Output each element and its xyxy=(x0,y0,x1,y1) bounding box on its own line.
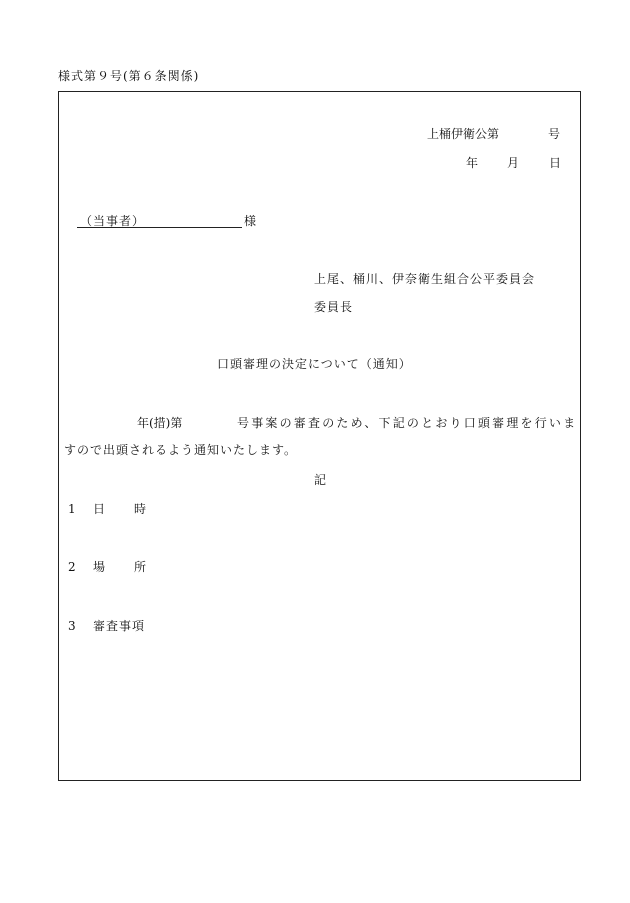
item-3-number: 3 xyxy=(68,619,76,633)
item-2-label-b: 所 xyxy=(134,560,147,574)
body-line2: すので出頭されるよう通知いたします。 xyxy=(64,443,298,457)
item-1-label-a: 日 xyxy=(93,502,106,516)
body-part2: 号事案の審査のため、下記のとおり口頭審理を行いま xyxy=(237,416,578,430)
item-2-number: 2 xyxy=(68,560,76,574)
form-frame xyxy=(58,91,581,781)
item-2-label-a: 場 xyxy=(93,560,106,574)
date-year: 年 xyxy=(466,156,479,170)
date-month: 月 xyxy=(507,156,520,170)
doc-number-prefix: 上桶伊衛公第 xyxy=(427,127,500,141)
document-title: 口頭審理の決定について（通知） xyxy=(217,357,412,371)
date-day: 日 xyxy=(549,156,562,170)
ki-heading: 記 xyxy=(314,473,327,487)
item-1-label-b: 時 xyxy=(134,502,147,516)
item-1-number: 1 xyxy=(68,502,76,516)
body-part1: 年(措)第 xyxy=(137,416,183,430)
form-label: 様式第９号(第６条関係) xyxy=(58,69,200,83)
doc-number-suffix: 号 xyxy=(548,127,561,141)
sender-title: 委員長 xyxy=(314,300,354,314)
item-3-label-a: 審査事項 xyxy=(93,619,146,633)
sender-org: 上尾、桶川、伊奈衛生組合公平委員会 xyxy=(314,272,536,286)
addressee-role: （当事者） xyxy=(80,214,146,228)
addressee-honorific: 様 xyxy=(244,214,257,228)
